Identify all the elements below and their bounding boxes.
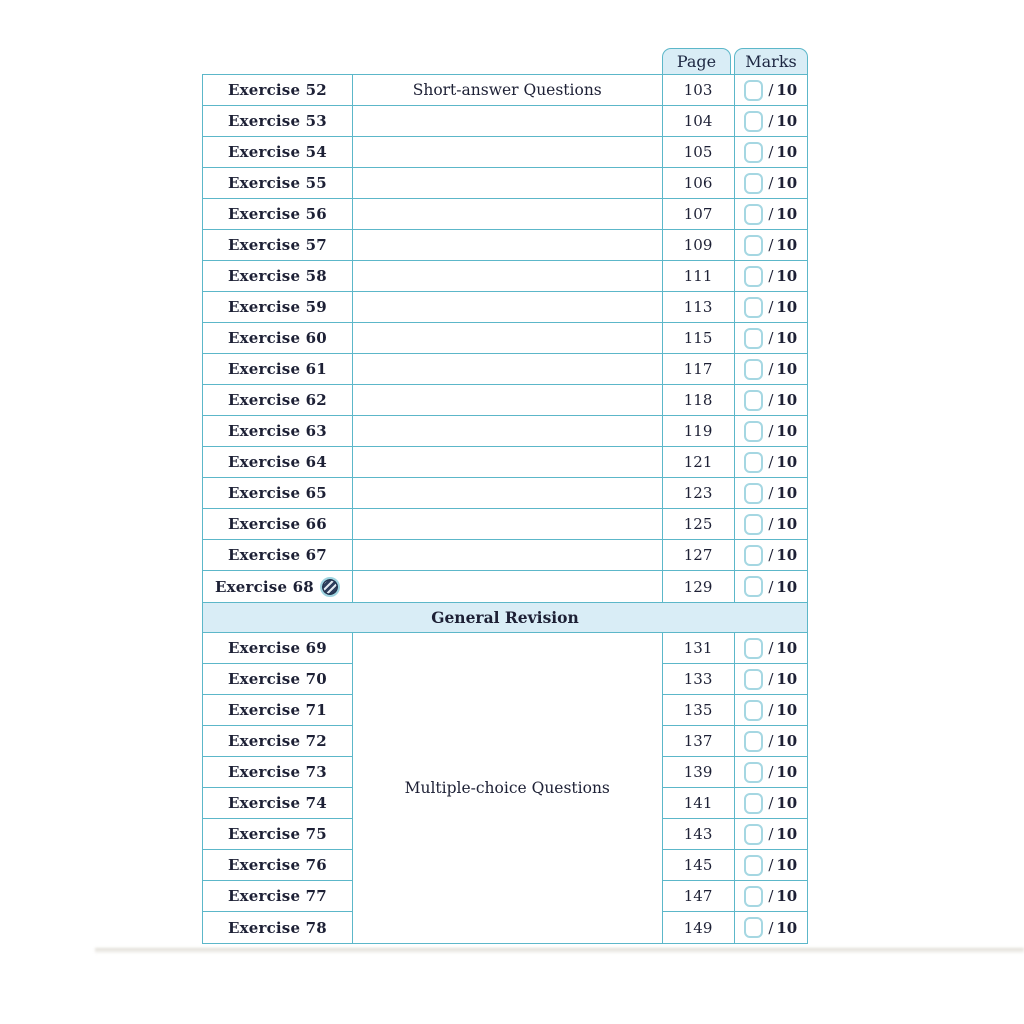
page-cell <box>663 416 734 447</box>
page-cell <box>663 354 734 385</box>
page-number: 107 <box>683 205 713 223</box>
marks-total: 10 <box>776 453 798 471</box>
page-number: 113 <box>683 298 713 316</box>
exercise-label: Exercise 67 <box>227 546 327 564</box>
page-cell <box>663 881 734 912</box>
marks-cell <box>735 509 807 540</box>
marks-checkbox[interactable] <box>744 235 763 256</box>
contents-table <box>202 74 808 944</box>
description-cell <box>353 106 662 137</box>
exercise-cell <box>203 540 352 571</box>
marks-cell <box>735 385 807 416</box>
marks-slash: / <box>768 732 774 750</box>
page-number: 118 <box>683 391 713 409</box>
marks-cell <box>735 261 807 292</box>
exercise-label: Exercise 75 <box>227 825 327 843</box>
exercise-label: Exercise 53 <box>227 112 327 130</box>
page-number: 119 <box>683 422 713 440</box>
marks-total: 10 <box>776 422 798 440</box>
description-cell <box>353 385 662 416</box>
marks-total: 10 <box>776 174 798 192</box>
marks-slash: / <box>768 112 774 130</box>
marks-slash: / <box>768 670 774 688</box>
exercise-cell <box>203 261 352 292</box>
page-number: 133 <box>683 670 713 688</box>
page-cell <box>663 137 734 168</box>
exercise-label: Exercise 72 <box>227 732 327 750</box>
exercise-column <box>203 633 353 943</box>
marks-slash: / <box>768 205 774 223</box>
marks-column <box>735 633 807 943</box>
description-column <box>353 75 663 602</box>
description-cell <box>353 230 662 261</box>
page-number: 139 <box>683 763 713 781</box>
page-number: 121 <box>683 453 713 471</box>
exercise-cell <box>203 416 352 447</box>
marks-total: 10 <box>776 360 798 378</box>
marks-slash: / <box>768 763 774 781</box>
marks-slash: / <box>768 422 774 440</box>
marks-slash: / <box>768 794 774 812</box>
page-cell <box>663 850 734 881</box>
exercise-label: Exercise 61 <box>227 360 327 378</box>
marks-checkbox[interactable] <box>744 917 763 938</box>
marks-slash: / <box>768 639 774 657</box>
exercise-cell <box>203 168 352 199</box>
marks-cell <box>735 447 807 478</box>
page-number: 143 <box>683 825 713 843</box>
marks-cell <box>735 912 807 943</box>
marks-checkbox[interactable] <box>744 545 763 566</box>
marks-checkbox[interactable] <box>744 204 763 225</box>
exercise-cell <box>203 664 352 695</box>
description-label: Multiple-choice Questions <box>404 779 610 797</box>
marks-slash: / <box>768 329 774 347</box>
exercise-label: Exercise 57 <box>227 236 327 254</box>
page-cell <box>663 788 734 819</box>
marks-checkbox[interactable] <box>744 421 763 442</box>
marks-cell <box>735 478 807 509</box>
exercise-label: Exercise 70 <box>227 670 327 688</box>
page-cell <box>663 912 734 943</box>
marks-cell <box>735 633 807 664</box>
header-tabs <box>202 48 808 74</box>
marks-cell <box>735 788 807 819</box>
marks-slash: / <box>768 856 774 874</box>
exercise-label: Exercise 52 <box>227 81 327 99</box>
page-number: 104 <box>683 112 713 130</box>
marks-total: 10 <box>776 112 798 130</box>
marks-checkbox[interactable] <box>744 328 763 349</box>
exercise-label: Exercise 63 <box>227 422 327 440</box>
marks-slash: / <box>768 236 774 254</box>
exercise-label: Exercise 59 <box>227 298 327 316</box>
description-cell <box>353 416 662 447</box>
exercise-cell <box>203 509 352 540</box>
marks-total: 10 <box>776 236 798 254</box>
description-cell <box>353 447 662 478</box>
marks-total: 10 <box>776 794 798 812</box>
exercise-label: Exercise 60 <box>227 329 327 347</box>
description-cell <box>353 540 662 571</box>
page-cell <box>663 292 734 323</box>
marks-checkbox[interactable] <box>744 638 763 659</box>
exercise-label: Exercise 55 <box>227 174 327 192</box>
marks-checkbox[interactable] <box>744 762 763 783</box>
page-number: 135 <box>683 701 713 719</box>
marks-cell <box>735 230 807 261</box>
marks-total: 10 <box>776 887 798 905</box>
marks-slash: / <box>768 81 774 99</box>
page-number: 125 <box>683 515 713 533</box>
page-cell <box>663 633 734 664</box>
marks-slash: / <box>768 453 774 471</box>
marks-slash: / <box>768 918 774 937</box>
exercise-cell <box>203 726 352 757</box>
exercise-cell <box>203 106 352 137</box>
page-cell <box>663 323 734 354</box>
marks-slash: / <box>768 515 774 533</box>
marks-cell <box>735 571 807 602</box>
description-merged-cell <box>353 633 662 943</box>
description-label: Short-answer Questions <box>412 81 602 99</box>
page-number: 149 <box>683 918 713 937</box>
marks-cell <box>735 726 807 757</box>
page-cell <box>663 75 734 106</box>
exercise-label: Exercise 58 <box>227 267 327 285</box>
page-cell <box>663 385 734 416</box>
exercise-cell <box>203 850 352 881</box>
marks-cell <box>735 106 807 137</box>
marks-checkbox[interactable] <box>744 359 763 380</box>
marks-cell <box>735 354 807 385</box>
exercise-label: Exercise 73 <box>227 763 327 781</box>
description-cell <box>353 137 662 168</box>
marks-total: 10 <box>776 81 798 99</box>
exercise-label: Exercise 74 <box>227 794 327 812</box>
marks-total: 10 <box>776 205 798 223</box>
marks-cell <box>735 850 807 881</box>
page-number: 103 <box>683 81 713 99</box>
page-number: 109 <box>683 236 713 254</box>
marks-checkbox[interactable] <box>744 576 763 597</box>
exercise-cell <box>203 633 352 664</box>
page-number: 123 <box>683 484 713 502</box>
marks-cell <box>735 416 807 447</box>
marks-cell <box>735 168 807 199</box>
exercise-cell <box>203 695 352 726</box>
marks-checkbox[interactable] <box>744 452 763 473</box>
marks-cell <box>735 819 807 850</box>
marks-slash: / <box>768 546 774 564</box>
description-column <box>353 633 663 943</box>
photo-edge-shadow <box>95 948 1024 954</box>
marks-slash: / <box>768 360 774 378</box>
marks-total: 10 <box>776 701 798 719</box>
marks-total: 10 <box>776 763 798 781</box>
marks-slash: / <box>768 701 774 719</box>
marks-checkbox[interactable] <box>744 483 763 504</box>
marks-total: 10 <box>776 391 798 409</box>
description-cell <box>353 478 662 509</box>
page-number: 147 <box>683 887 713 905</box>
marks-slash: / <box>768 484 774 502</box>
page-column <box>663 75 735 602</box>
marks-cell <box>735 540 807 571</box>
marks-total: 10 <box>776 515 798 533</box>
page-cell <box>663 478 734 509</box>
marks-cell <box>735 75 807 106</box>
page-number: 106 <box>683 174 713 192</box>
exercise-label: Exercise 65 <box>227 484 327 502</box>
marks-slash: / <box>768 887 774 905</box>
page-number: 117 <box>683 360 713 378</box>
page-cell <box>663 540 734 571</box>
marks-cell <box>735 757 807 788</box>
marks-total: 10 <box>776 732 798 750</box>
section-divider: General Revision <box>203 602 807 633</box>
exercise-cell <box>203 881 352 912</box>
marks-cell <box>735 323 807 354</box>
description-cell <box>353 75 662 106</box>
striped-circle-badge-icon <box>320 577 340 597</box>
exercise-label: Exercise 71 <box>227 701 327 719</box>
page-cell <box>663 199 734 230</box>
exercise-cell <box>203 199 352 230</box>
marks-cell <box>735 292 807 323</box>
page-cell <box>663 509 734 540</box>
marks-checkbox[interactable] <box>744 700 763 721</box>
marks-cell <box>735 695 807 726</box>
page-number: 111 <box>683 267 713 285</box>
exercise-label: Exercise 68 <box>214 577 314 596</box>
marks-checkbox[interactable] <box>744 80 763 101</box>
exercise-label: Exercise 66 <box>227 515 327 533</box>
marks-column <box>735 75 807 602</box>
exercise-cell <box>203 478 352 509</box>
page-cell <box>663 819 734 850</box>
marks-total: 10 <box>776 577 798 596</box>
page-cell <box>663 230 734 261</box>
page-number: 131 <box>683 639 713 657</box>
marks-slash: / <box>768 298 774 316</box>
marks-checkbox[interactable] <box>744 297 763 318</box>
exercise-cell <box>203 788 352 819</box>
marks-checkbox[interactable] <box>744 793 763 814</box>
marks-checkbox[interactable] <box>744 886 763 907</box>
section-short-answer <box>203 75 807 602</box>
page-column <box>663 633 735 943</box>
marks-checkbox[interactable] <box>744 390 763 411</box>
marks-checkbox[interactable] <box>744 669 763 690</box>
exercise-cell <box>203 292 352 323</box>
marks-cell <box>735 137 807 168</box>
exercise-cell <box>203 75 352 106</box>
description-cell <box>353 292 662 323</box>
marks-column-header: Marks <box>734 48 808 74</box>
exercise-label: Exercise 56 <box>227 205 327 223</box>
page-cell <box>663 447 734 478</box>
exercise-cell <box>203 230 352 261</box>
description-cell <box>353 354 662 385</box>
marks-checkbox[interactable] <box>744 266 763 287</box>
page-cell <box>663 106 734 137</box>
page-cell <box>663 168 734 199</box>
marks-checkbox[interactable] <box>744 142 763 163</box>
exercise-cell <box>203 819 352 850</box>
exercise-cell <box>203 323 352 354</box>
marks-slash: / <box>768 143 774 161</box>
exercise-label: Exercise 78 <box>227 918 327 937</box>
exercise-column <box>203 75 353 602</box>
marks-checkbox[interactable] <box>744 514 763 535</box>
marks-slash: / <box>768 825 774 843</box>
exercise-label: Exercise 54 <box>227 143 327 161</box>
page-number: 145 <box>683 856 713 874</box>
marks-total: 10 <box>776 670 798 688</box>
marks-slash: / <box>768 577 774 596</box>
description-cell <box>353 571 662 602</box>
exercise-cell <box>203 571 352 602</box>
page-number: 127 <box>683 546 713 564</box>
marks-total: 10 <box>776 298 798 316</box>
marks-checkbox[interactable] <box>744 731 763 752</box>
exercise-label: Exercise 64 <box>227 453 327 471</box>
page-cell <box>663 664 734 695</box>
section-general-revision <box>203 633 807 943</box>
marks-total: 10 <box>776 825 798 843</box>
marks-checkbox[interactable] <box>744 173 763 194</box>
marks-total: 10 <box>776 639 798 657</box>
marks-checkbox[interactable] <box>744 855 763 876</box>
marks-total: 10 <box>776 546 798 564</box>
marks-total: 10 <box>776 918 798 937</box>
exercise-cell <box>203 447 352 478</box>
marks-cell <box>735 881 807 912</box>
description-cell <box>353 261 662 292</box>
marks-total: 10 <box>776 143 798 161</box>
exercise-cell <box>203 385 352 416</box>
marks-cell <box>735 664 807 695</box>
marks-total: 10 <box>776 484 798 502</box>
marks-slash: / <box>768 267 774 285</box>
exercise-cell <box>203 354 352 385</box>
table-of-contents <box>202 48 808 944</box>
page-cell <box>663 695 734 726</box>
exercise-label: Exercise 62 <box>227 391 327 409</box>
marks-total: 10 <box>776 329 798 347</box>
marks-total: 10 <box>776 267 798 285</box>
exercise-label: Exercise 69 <box>227 639 327 657</box>
marks-slash: / <box>768 391 774 409</box>
marks-checkbox[interactable] <box>744 824 763 845</box>
exercise-cell <box>203 912 352 943</box>
marks-total: 10 <box>776 856 798 874</box>
page-number: 137 <box>683 732 713 750</box>
marks-slash: / <box>768 174 774 192</box>
marks-checkbox[interactable] <box>744 111 763 132</box>
page-cell <box>663 757 734 788</box>
exercise-cell <box>203 757 352 788</box>
description-cell <box>353 168 662 199</box>
page-number: 115 <box>683 329 713 347</box>
description-cell <box>353 323 662 354</box>
page-number: 129 <box>683 577 713 596</box>
page-cell <box>663 261 734 292</box>
page-number: 141 <box>683 794 713 812</box>
description-cell <box>353 509 662 540</box>
page-cell <box>663 571 734 602</box>
page-number: 105 <box>683 143 713 161</box>
page-column-header: Page <box>662 48 731 74</box>
description-cell <box>353 199 662 230</box>
exercise-label: Exercise 77 <box>227 887 327 905</box>
marks-cell <box>735 199 807 230</box>
exercise-label: Exercise 76 <box>227 856 327 874</box>
page-cell <box>663 726 734 757</box>
exercise-cell <box>203 137 352 168</box>
